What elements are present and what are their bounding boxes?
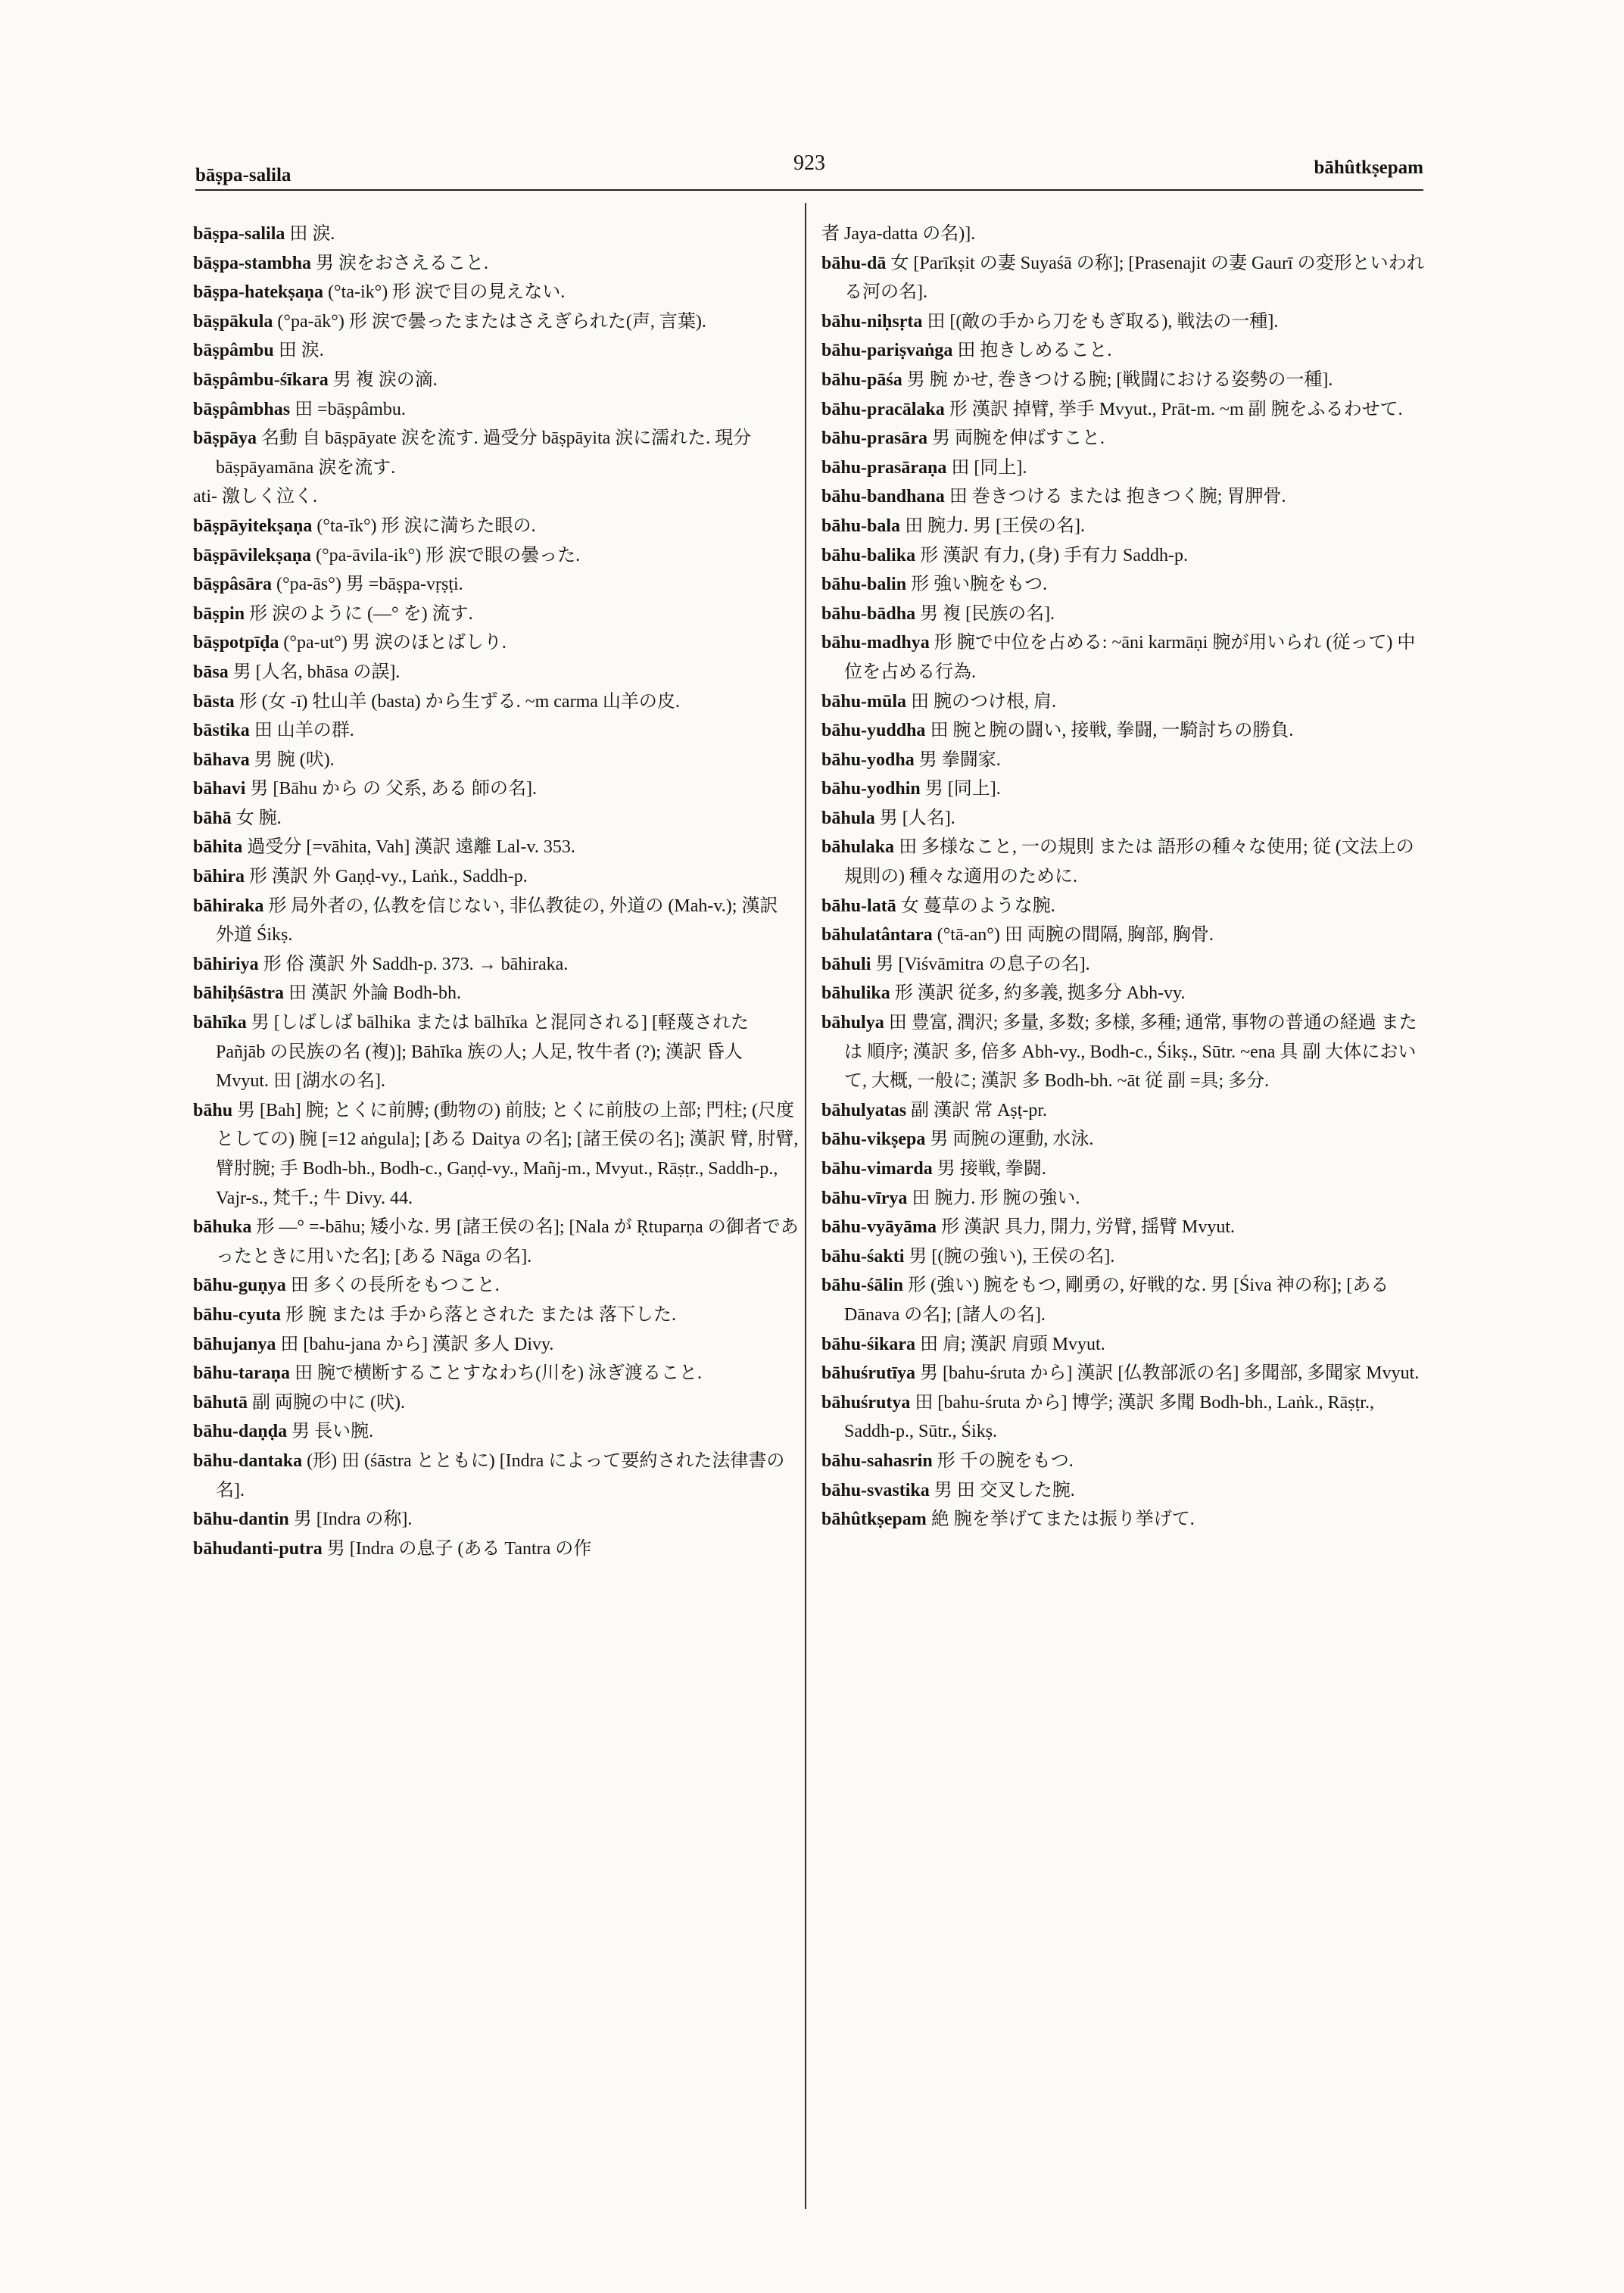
entry-headword: bāhuka (193, 1217, 252, 1238)
entry-headword: bāṣpin (193, 603, 245, 624)
entry-headword: bāṣpâmbu (193, 341, 274, 361)
entry-headword: bāhu-vīrya (821, 1188, 908, 1208)
entry-headword: bāhu-dantin (193, 1509, 289, 1530)
dictionary-entry (821, 249, 1427, 307)
entry-headword: bāhu-taraṇa (193, 1363, 291, 1384)
dictionary-entry (821, 1505, 1427, 1534)
header-rule (195, 189, 1423, 191)
entry-headword: bāhu-sahasrin (821, 1450, 933, 1471)
entry-definition: 形 千の腕をもつ. (937, 1450, 1074, 1471)
dictionary-entry (821, 1476, 1427, 1506)
entry-headword: bāhu-vikṣepa (821, 1129, 926, 1150)
entry-definition: 男 拳闘家. (918, 749, 1001, 770)
entry-headword: bāhu-bādha (821, 603, 916, 624)
dictionary-entry (193, 1359, 799, 1388)
dictionary-entry (193, 278, 799, 307)
entry-definition: 田 多様なこと, 一の規則 または 語形の種々な使用; 従 (文法上の規則の) 種々な適用のために. (844, 837, 1414, 887)
entry-definition: (°pa-āk°) 形 涙で曇ったまたはさえぎられた(声, 言葉). (277, 311, 706, 332)
dictionary-entry (193, 950, 799, 980)
column-divider (805, 203, 806, 2209)
entry-headword: bāhu-yodhin (821, 779, 921, 799)
entry-definition: 形 漢訳 有力, (身) 手有力 Saddh-p. (920, 545, 1189, 565)
entry-definition: 男 両腕の運動, 水泳. (930, 1129, 1094, 1150)
entry-definition: 田 涙. (278, 341, 324, 361)
dictionary-entry (193, 307, 799, 337)
entry-definition: 副 漢訳 常 Aṣṭ-pr. (911, 1100, 1048, 1120)
dictionary-entry (821, 1330, 1427, 1360)
entry-headword: bāsa (193, 662, 229, 682)
entry-headword: bāhīka (193, 1013, 247, 1033)
dictionary-entry (821, 1125, 1427, 1154)
entry-headword: bāhu-madhya (821, 633, 930, 653)
entry-definition: 形 漢訳 従多, 約多義, 拠多分 Abh-vy. (894, 983, 1186, 1004)
entry-headword: bāhu-pāśa (821, 369, 902, 390)
entry-headword: bāhu-mūla (821, 691, 907, 712)
entry-definition: 副 両腕の中に (吠). (252, 1392, 406, 1413)
dictionary-entry (821, 1184, 1427, 1213)
entry-definition: 田 腕と腕の闘い, 接戦, 拳闘, 一騎討ちの勝負. (930, 721, 1294, 741)
entry-headword: bāhavi (193, 779, 246, 799)
dictionary-entry (193, 1388, 799, 1418)
entry-definition: 形 漢訳 具力, 開力, 労臂, 揺臂 Mvyut. (941, 1217, 1236, 1238)
entry-definition: 絶 腕を挙げてまたは振り挙げて. (930, 1509, 1195, 1530)
dictionary-entry (821, 892, 1427, 921)
dictionary-entry (193, 482, 799, 512)
dictionary-entry (193, 1213, 799, 1271)
dictionary-entry (821, 1242, 1427, 1272)
dictionary-entry (821, 716, 1427, 746)
dictionary-entry (193, 512, 799, 541)
entry-definition: 田 [bahu-śruta から] 博学; 漢訳 多聞 Bodh-bh., Laṅk., Rāṣṭr., Saddh-p., Sūtr., Śikṣ. (844, 1392, 1374, 1442)
entry-definition: 男 複 [民族の名]. (920, 603, 1055, 624)
dictionary-entry (821, 482, 1427, 512)
dictionary-entry (193, 892, 799, 950)
entry-definition: 男 両腕を伸ばすこと. (932, 428, 1105, 449)
dictionary-entry (821, 628, 1427, 687)
entry-definition: 田 腕のつけ根, 肩. (911, 691, 1057, 712)
entry-headword: bāhu-vyāyāma (821, 1217, 937, 1238)
entry-headword: bāhu-pariṣvaṅga (821, 341, 953, 361)
entry-definition: 田 [(敵の手から刀をもぎ取る), 戦法の一種]. (927, 311, 1279, 332)
entry-headword: bāhu-śikara (821, 1334, 916, 1354)
entry-definition: 男 涙をおさえること. (316, 253, 489, 273)
entry-headword: bāhulaka (821, 837, 895, 858)
entry-definition: 者 Jaya-datta の名)]. (821, 224, 976, 244)
dictionary-entry (821, 1447, 1427, 1476)
dictionary-entry (821, 833, 1427, 891)
entry-definition: 田 肩; 漢訳 肩頭 Mvyut. (920, 1334, 1105, 1354)
entry-headword: bāhu-prasāraṇa (821, 457, 947, 478)
dictionary-entry (193, 1505, 799, 1534)
entry-headword: bāṣpākula (193, 311, 273, 332)
entry-headword: bāhu-balika (821, 545, 916, 565)
dictionary-entry (821, 570, 1427, 600)
entry-headword: bāhiḥśāstra (193, 983, 285, 1004)
entry-definition: 田 涙. (289, 224, 335, 244)
dictionary-entry (193, 1271, 799, 1301)
entry-headword: bāhu-svastika (821, 1480, 930, 1500)
dictionary-entry (193, 862, 799, 892)
entry-headword: bāhulya (821, 1013, 884, 1033)
entry-definition: 過受分 [=vāhita, Vah] 漢訳 遠離 Lal-v. 353. (247, 837, 575, 858)
entry-definition: 田 巻きつける または 抱きつく腕; 胃胛骨. (949, 487, 1286, 507)
entry-definition: (形) 田 (śāstra とともに) [Indra によって要約された法律書の名]. (216, 1450, 785, 1500)
entry-headword: bāhudanti-putra (193, 1538, 323, 1559)
dictionary-entry (193, 395, 799, 425)
dictionary-entry (821, 453, 1427, 483)
dictionary-entry (193, 833, 799, 862)
entry-definition: ati- 激しく泣く. (193, 487, 317, 507)
entry-definition: 女 [Parīkṣit の妻 Suyaśā の称]; [Prasenajit の妻 Gaurī の変形といわれる河の名]. (844, 253, 1425, 303)
dictionary-entry (193, 1301, 799, 1330)
entry-headword: bāṣpāya (193, 428, 257, 449)
entry-headword: bāhu-bandhana (821, 487, 945, 507)
entry-headword: bāhita (193, 837, 243, 858)
entry-definition: 男 田 交叉した腕. (934, 1480, 1075, 1500)
entry-headword: bāhuli (821, 954, 871, 974)
entry-headword: bāhu-prasāra (821, 428, 928, 449)
entry-definition: (°ta-ik°) 形 涙で目の見えない. (328, 282, 566, 303)
dictionary-entry (193, 570, 799, 600)
entry-definition: 田 山羊の群. (254, 721, 354, 741)
entry-definition: 形 俗 漢訳 外 Saddh-p. 373. → bāhiraka. (263, 954, 569, 974)
entry-definition: 形 —° =-bāhu; 矮小な. 男 [諸王侯の名]; [Nala が Ṛtuparṇa の御者であったときに用いた名]; [ある Nāga の名]. (216, 1217, 799, 1266)
entry-headword: bāhu-dā (821, 253, 887, 273)
dictionary-entry (193, 1330, 799, 1360)
entry-headword: bāhava (193, 749, 250, 770)
dictionary-entry (821, 395, 1427, 425)
entry-definition: 女 蔓草のような腕. (900, 896, 1055, 916)
dictionary-entry (821, 774, 1427, 804)
dictionary-entry (193, 1447, 799, 1505)
dictionary-entry (821, 950, 1427, 980)
right-guide-word: bāhûtkṣepam (1314, 157, 1423, 178)
entry-headword: bāhu-niḥsṛta (821, 311, 923, 332)
entry-definition: 田 抱きしめること. (957, 341, 1112, 361)
entry-definition: 男 [人名]. (879, 808, 955, 828)
entry-headword: bāhā (193, 808, 232, 828)
dictionary-entry (193, 600, 799, 629)
entry-definition: (°tā-an°) 田 両腕の間隔, 胸部, 胸骨. (937, 925, 1214, 946)
entry-headword: bāhu-latā (821, 896, 896, 916)
dictionary-entry (821, 687, 1427, 717)
dictionary-entry (821, 804, 1427, 833)
entry-definition: 男 [Indra の息子 (ある Tantra の作 (326, 1538, 592, 1559)
entry-definition: 形 漢訳 外 Gaṇḍ-vy., Laṅk., Saddh-p. (249, 867, 528, 887)
entry-headword: bāhutā (193, 1392, 248, 1413)
entry-headword: bāṣpa-salila (193, 224, 285, 244)
entry-headword: bāhu-dantaka (193, 1450, 303, 1471)
dictionary-entry (821, 979, 1427, 1008)
dictionary-entry (821, 1388, 1427, 1447)
entry-headword: bāhuśrutya (821, 1392, 911, 1413)
entry-definition: 田 [bahu-jana から] 漢訳 多人 Divy. (280, 1334, 554, 1354)
dictionary-entry (821, 746, 1427, 775)
page-number: 923 (793, 151, 825, 175)
entry-headword: bāṣpāvilekṣaṇa (193, 545, 312, 565)
dictionary-entry (821, 1271, 1427, 1329)
dictionary-entry (193, 658, 799, 687)
dictionary-entry (193, 716, 799, 746)
dictionary-entry (821, 541, 1427, 571)
entry-definition: 男 [同上]. (924, 779, 1001, 799)
entry-definition: 形 強い腕をもつ. (911, 575, 1048, 595)
entry-headword: bāhu-guṇya (193, 1276, 286, 1296)
entry-headword: bāhulyatas (821, 1100, 907, 1120)
dictionary-entry (193, 220, 799, 249)
dictionary-entry (193, 541, 799, 571)
entry-headword: bāṣpa-hatekṣaṇa (193, 282, 324, 303)
page-header (195, 145, 1423, 191)
entry-definition: 男 [Bāhu から の 父系, ある 師の名]. (250, 779, 538, 799)
dictionary-entry (193, 687, 799, 717)
entry-definition: (°ta-īk°) 形 涙に満ちた眼の. (316, 516, 536, 536)
dictionary-entry (821, 1213, 1427, 1242)
entry-definition: 女 腕. (235, 808, 282, 828)
dictionary-entry (193, 366, 799, 395)
entry-headword: bāṣpāyitekṣaṇa (193, 516, 313, 536)
entry-headword: bāhulika (821, 983, 890, 1004)
entry-definition: (°pa-ās°) 男 =bāṣpa-vṛṣṭi. (276, 575, 463, 595)
dictionary-entry (193, 774, 799, 804)
dictionary-entry (193, 804, 799, 833)
entry-headword: bāhu-vimarda (821, 1159, 933, 1179)
entry-headword: bāhu (193, 1100, 233, 1120)
entry-definition: 名動 自 bāṣpāyate 涙を流す. 過受分 bāṣpāyita 涙に濡れた. 現分 bāṣpāyamāna 涙を流す. (216, 428, 752, 478)
entry-headword: bāṣpâmbhas (193, 399, 291, 419)
entry-definition: 男 [Viśvāmitra の息子の名]. (875, 954, 1090, 974)
entry-headword: bāhu-balin (821, 575, 907, 595)
entry-definition: 形 腕で中位を占める: ~āni karmāṇi 腕が用いられ (従って) 中位を占める行為. (844, 633, 1416, 682)
entry-headword: bāhuśrutīya (821, 1363, 916, 1384)
entry-definition: 形 涙のように (—° を) 流す. (249, 603, 473, 624)
left-guide-word: bāṣpa-salila (195, 165, 291, 185)
dictionary-entry (821, 512, 1427, 541)
entry-definition: 男 [Indra の称]. (293, 1509, 413, 1530)
entry-definition: 田 漢訳 外論 Bodh-bh. (288, 983, 462, 1004)
entry-definition: 田 =bāṣpâmbu. (295, 399, 406, 419)
dictionary-entry (193, 249, 799, 279)
entry-headword: bāṣpotpīḍa (193, 633, 279, 653)
left-column (193, 220, 799, 1563)
entry-headword: bāhujanya (193, 1334, 276, 1354)
entry-headword: bāhu-śakti (821, 1246, 905, 1266)
right-column (821, 220, 1427, 1534)
entry-definition: 形 局外者の, 仏教を信じない, 非仏教徒の, 外道の (Mah-v.); 漢訳 外道 Śikṣ. (216, 896, 778, 946)
entry-definition: 田 [同上]. (951, 457, 1027, 478)
entry-headword: bāhiraka (193, 896, 264, 916)
entry-headword: bāhûtkṣepam (821, 1509, 927, 1530)
entry-definition: 田 腕力. 形 腕の強い. (912, 1188, 1080, 1208)
entry-headword: bāhu-daṇḍa (193, 1422, 288, 1442)
entry-headword: bāṣpâmbu-śīkara (193, 369, 329, 390)
dictionary-entry (193, 746, 799, 775)
dictionary-entry (193, 1008, 799, 1096)
entry-definition: 男 [しばしば bālhika または bālhīka と混同される] [軽蔑された Pañjāb の民族の名 (複)]; Bāhīka 族の人; 人足, 牧牛者 (?); 漢訳 昏人 Mvyut. 田 [湖水の名]. (216, 1013, 749, 1092)
entry-definition: 男 [(腕の強い), 王侯の名]. (909, 1246, 1115, 1266)
entry-definition: 田 多くの長所をもつこと. (290, 1276, 500, 1296)
dictionary-entry (821, 1359, 1427, 1388)
entry-definition: 男 複 涙の滴. (332, 369, 438, 390)
entry-definition: 男 [Bah] 腕; とくに前膊; (動物の) 前肢; とくに前肢の上部; 門柱; (尺度としての) 腕 [=12 aṅgula]; [ある Daitya の名]; [諸王侯の名]; 漢訳 臂, 肘臂, 臂肘腕; 手 Bodh-bh., Bodh-c., Gaṇḍ-vy., Mañj-m., Mvyut., Rāṣṭr., Saddh-p., Vajr-s., 梵千.; 牛 Divy. 44. (216, 1100, 799, 1208)
dictionary-entry (193, 424, 799, 482)
entry-headword: bāhu-yuddha (821, 721, 926, 741)
dictionary-entry (821, 336, 1427, 366)
entry-headword: bāhira (193, 867, 245, 887)
dictionary-entry (821, 220, 1427, 249)
dictionary-entry (193, 1096, 799, 1213)
entry-headword: bāhu-yodha (821, 749, 915, 770)
entry-headword: bāhu-bala (821, 516, 901, 536)
dictionary-entry (821, 921, 1427, 950)
entry-headword: bāṣpâsāra (193, 575, 273, 595)
entry-definition: 田 腕力. 男 [王侯の名]. (905, 516, 1086, 536)
entry-definition: 男 腕 かせ, 巻きつける腕; [戦闘における姿勢の一種]. (906, 369, 1333, 390)
dictionary-entry (821, 366, 1427, 395)
entry-definition: 形 (女 -ī) 牡山羊 (basta) から生ずる. ~m carma 山羊の皮. (238, 691, 680, 712)
dictionary-entry (193, 1534, 799, 1564)
entry-definition: 形 漢訳 掉臂, 挙手 Mvyut., Prāt-m. ~m 副 腕をふるわせて. (949, 399, 1403, 419)
entry-headword: bāṣpa-stambha (193, 253, 312, 273)
dictionary-entry (193, 628, 799, 658)
entry-headword: bāhu-śālin (821, 1276, 904, 1296)
entry-definition: 形 腕 または 手から落とされた または 落下した. (285, 1304, 677, 1325)
entry-headword: bāhu-pracālaka (821, 399, 945, 419)
dictionary-entry (821, 1008, 1427, 1096)
dictionary-entry (821, 1096, 1427, 1126)
entry-headword: bāhiriya (193, 954, 259, 974)
entry-headword: bāstika (193, 721, 250, 741)
entry-definition: 男 [人名, bhāsa の誤]. (232, 662, 401, 682)
dictionary-entry (821, 424, 1427, 453)
dictionary-entry (193, 1417, 799, 1447)
entry-headword: bāhu-cyuta (193, 1304, 282, 1325)
entry-headword: bāhulatântara (821, 925, 933, 946)
entry-definition: 男 接戦, 拳闘. (937, 1159, 1046, 1179)
dictionary-entry (821, 307, 1427, 337)
entry-definition: 男 [bahu-śruta から] 漢訳 [仏教部派の名] 多聞部, 多聞家 Mvyut. (920, 1363, 1420, 1384)
dictionary-entry (821, 1154, 1427, 1184)
entry-definition: (°pa-āvila-ik°) 形 涙で眼の曇った. (316, 545, 581, 565)
dictionary-entry (193, 336, 799, 366)
entry-definition: 田 豊富, 潤沢; 多量, 多数; 多様, 多種; 通常, 事物の普通の経過 または 順序; 漢訳 多, 倍多 Abh-vy., Bodh-c., Śikṣ., Sūtr. ~ena 具 副 大体において, 大概, 一般に; 漢訳 多 Bodh-bh. ~āt 従 副 =具; 多分. (844, 1013, 1417, 1092)
dictionary-entry (193, 979, 799, 1008)
entry-headword: bāsta (193, 691, 235, 712)
entry-headword: bāhula (821, 808, 875, 828)
dictionary-entry (821, 600, 1427, 629)
entry-definition: 男 長い腕. (291, 1422, 374, 1442)
entry-definition: (°pa-ut°) 男 涙のほとばしり. (283, 633, 507, 653)
entry-definition: 形 (強い) 腕をもつ, 剛勇の, 好戦的な. 男 [Śiva 神の称]; [ある Dānava の名]; [諸人の名]. (844, 1276, 1389, 1325)
entry-definition: 男 腕 (吠). (254, 749, 335, 770)
entry-definition: 田 腕で横断することすなわち(川を) 泳ぎ渡ること. (295, 1363, 703, 1384)
